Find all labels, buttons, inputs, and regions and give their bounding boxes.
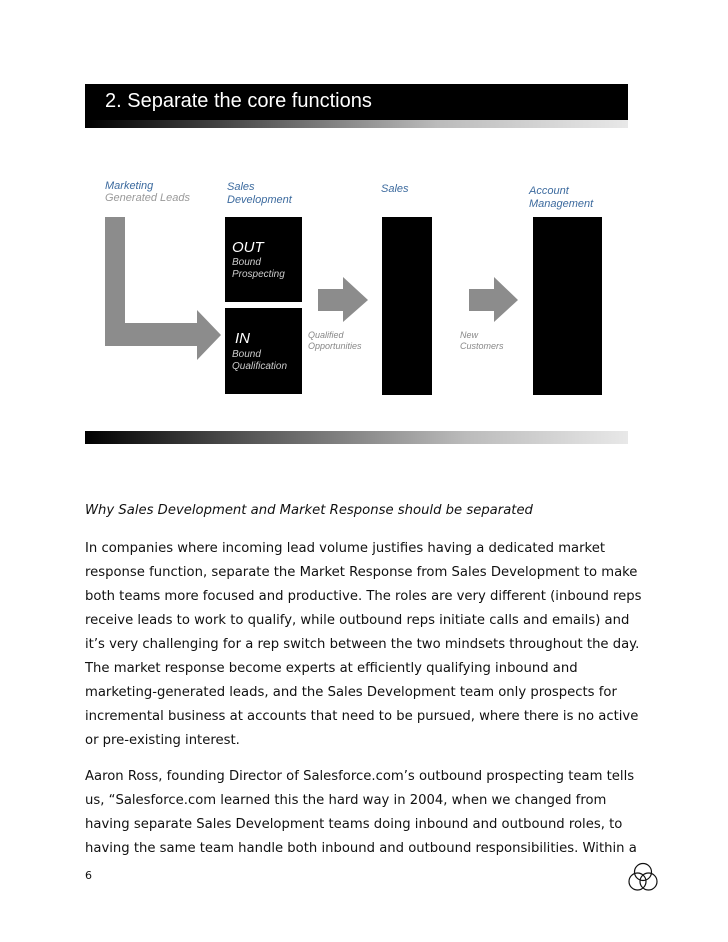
opportunities-label: Opportunities — [308, 341, 362, 351]
account-management-label-line1: Account — [529, 185, 569, 197]
paragraph-line: having separate Sales Development teams doing inbound and outbound roles, to — [85, 817, 623, 832]
paragraph-line: it’s very challenging for a rep switch between the two mindsets throughout the day. — [85, 637, 640, 652]
outbound-prospecting-box — [225, 217, 302, 302]
process-diagram — [85, 170, 628, 425]
in-sub1: Bound — [232, 349, 261, 360]
out-sub2: Prospecting — [232, 269, 285, 280]
paragraph-line: incremental business at accounts that need to be pursued, where there is no active — [85, 709, 639, 724]
new-label: New — [460, 330, 479, 340]
out-sub1: Bound — [232, 257, 261, 268]
account-management-box — [533, 217, 602, 395]
paragraph-line: having the same team handle both inbound and outbound responsibilities. Within a — [85, 841, 637, 856]
in-title: IN — [235, 330, 250, 347]
paragraph-1 — [85, 537, 645, 753]
customers-label: Customers — [460, 341, 504, 351]
slide-footer-bar — [85, 431, 628, 444]
paragraph-line: us, “Salesforce.com learned this the hard way in 2004, when we changed from — [85, 793, 607, 808]
paragraph-line: response function, separate the Market Response from Sales Development to make — [85, 565, 638, 580]
overlapping-circles-logo-icon — [628, 862, 658, 892]
section-caption: Why Sales Development and Market Response should be separated — [85, 503, 533, 518]
sales-label: Sales — [381, 183, 409, 195]
slide-title: 2. Separate the core functions — [105, 90, 372, 112]
paragraph-line: The market response become experts at efficiently qualifying inbound and — [85, 661, 578, 676]
paragraph-line: marketing-generated leads, and the Sales Development team only prospects for — [85, 685, 617, 700]
l-shaped-arrow — [105, 217, 221, 360]
paragraph-line: Aaron Ross, founding Director of Salesforce.com’s outbound prospecting team tells — [85, 769, 635, 784]
in-sub2: Qualification — [232, 361, 288, 372]
generated-leads-label: Generated Leads — [105, 192, 191, 204]
out-title: OUT — [232, 239, 264, 256]
paragraph-line: receive leads to work to qualify, while outbound reps initiate calls and emails) and — [85, 613, 630, 628]
sales-development-label-line2: Development — [227, 194, 292, 206]
sales-development-label-line1: Sales — [227, 181, 255, 193]
paragraph-line: In companies where incoming lead volume justifies having a dedicated market — [85, 541, 605, 556]
inbound-qualification-box — [225, 308, 302, 394]
qualified-label: Qualified — [308, 330, 344, 340]
new-customers-arrow — [469, 277, 518, 322]
account-management-label-line2: Management — [529, 198, 594, 210]
sales-box — [382, 217, 432, 395]
paragraph-2 — [85, 765, 645, 861]
page-number: 6 — [85, 869, 92, 882]
slide-header-fade — [85, 120, 628, 128]
marketing-label: Marketing — [105, 180, 154, 192]
qualified-opportunities-arrow — [318, 277, 368, 322]
paragraph-line: both teams more focused and productive. The roles are very different (inbound reps — [85, 589, 642, 604]
paragraph-line: or pre-existing interest. — [85, 733, 240, 748]
